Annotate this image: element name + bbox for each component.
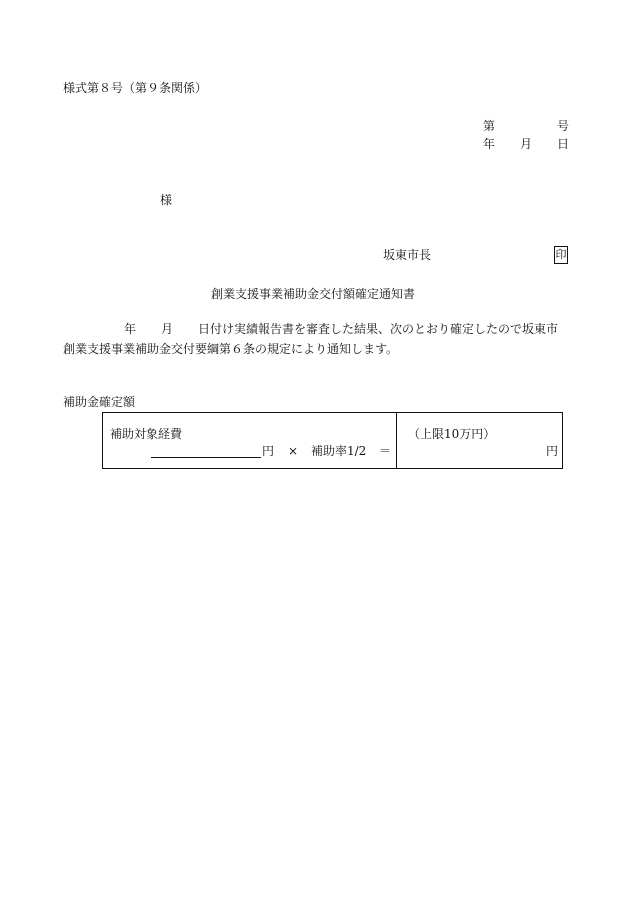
document-title: 創業支援事業補助金交付額確定通知書 [211, 287, 416, 301]
equals-sign: ＝ [379, 444, 392, 458]
date-day-label: 日 [557, 137, 570, 151]
date-year-label: 年 [483, 137, 496, 151]
body-year-label: 年 [124, 322, 137, 336]
seal-mark: 印 [554, 246, 568, 264]
form-number: 様式第８号（第９条関係） [63, 81, 208, 95]
amount-table [102, 412, 563, 469]
body-line-1: 日付け実績報告書を審査した結果、次のとおり確定したので坂東市 [198, 322, 559, 336]
body-line-2: 創業支援事業補助金交付要綱第６条の規定により通知します。 [63, 342, 399, 356]
eligible-expense-blank[interactable] [151, 457, 261, 458]
multiply-sign: × [288, 444, 299, 458]
yen-unit-right: 円 [546, 444, 559, 458]
subsidy-rate-label: 補助率1/2 [311, 444, 367, 458]
sender-title: 坂東市長 [383, 248, 432, 262]
document-number-go: 号 [557, 119, 570, 133]
eligible-expense-label: 補助対象経費 [110, 427, 183, 441]
upper-limit-label: （上限10万円） [408, 427, 496, 441]
date-month-label: 月 [520, 137, 533, 151]
yen-unit-left: 円 [262, 444, 275, 458]
body-month-label: 月 [161, 322, 174, 336]
amount-section-heading: 補助金確定額 [63, 395, 136, 409]
document-number-dai: 第 [483, 119, 496, 133]
addressee-honorific: 様 [160, 193, 173, 207]
table-divider [396, 413, 397, 468]
